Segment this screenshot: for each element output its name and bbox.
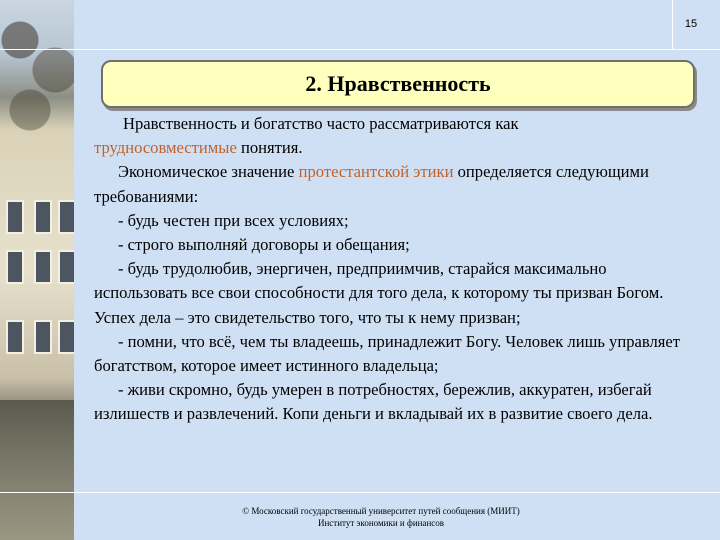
window (34, 250, 52, 284)
paragraph-2 (94, 160, 700, 208)
footer-institute: Институт экономики и финансов (317, 518, 445, 528)
window (58, 320, 74, 354)
footer-divider (0, 492, 720, 493)
list-item: - будь честен при всех условиях; (118, 210, 349, 230)
window (34, 200, 52, 234)
window (6, 250, 24, 284)
header-divider (0, 49, 720, 50)
paragraph-1-line-2 (94, 136, 700, 160)
window (58, 200, 74, 234)
list-item: - строго выполняй договоры и обещания; (118, 235, 410, 255)
title-box (101, 60, 695, 108)
paragraph-1-start: Нравственность и богатство часто рассматриваются как (123, 114, 519, 133)
footer (0, 505, 720, 529)
list-item: - помни, что всё, чем ты владеешь, принадлежит Богу. Человек лишь управляет богатством, которое имеет истинного владельца; (94, 331, 681, 376)
window (6, 320, 24, 354)
footer-copyright: © Московский государственный университет путей сообщения (МИИТ) (242, 506, 520, 516)
paragraph-1-end: понятия. (236, 138, 303, 158)
slide-number-divider (672, 0, 673, 50)
highlight-term: трудносовместимые (94, 138, 237, 158)
building-photo (0, 0, 74, 540)
window (34, 320, 52, 354)
window (58, 250, 74, 284)
paragraph-2-start: Экономическое значение (118, 162, 299, 182)
highlight-term: протестантской этики (298, 162, 454, 182)
paragraph-2-end: определяется следующими требованиями: (94, 162, 649, 206)
slide-number: 15 (684, 18, 698, 30)
window (6, 200, 24, 234)
slide-title: 2. Нравственность (305, 71, 491, 96)
paragraph-1-line-1 (94, 112, 700, 136)
list-item: - живи скромно, будь умерен в потребностях, бережлив, аккуратен, избегай излишеств и развлечений. Копи деньги и вкладывай их в развитие своего дела. (94, 380, 653, 424)
tree-foliage (0, 0, 74, 150)
list-item: - будь трудолюбив, энергичен, предприимчив, старайся максимально использовать все свои способности для того дела, к которому ты призван Богом. Успех дела – это свидетельство того, что ты к нему призван; (94, 259, 664, 327)
body-text (94, 112, 700, 427)
